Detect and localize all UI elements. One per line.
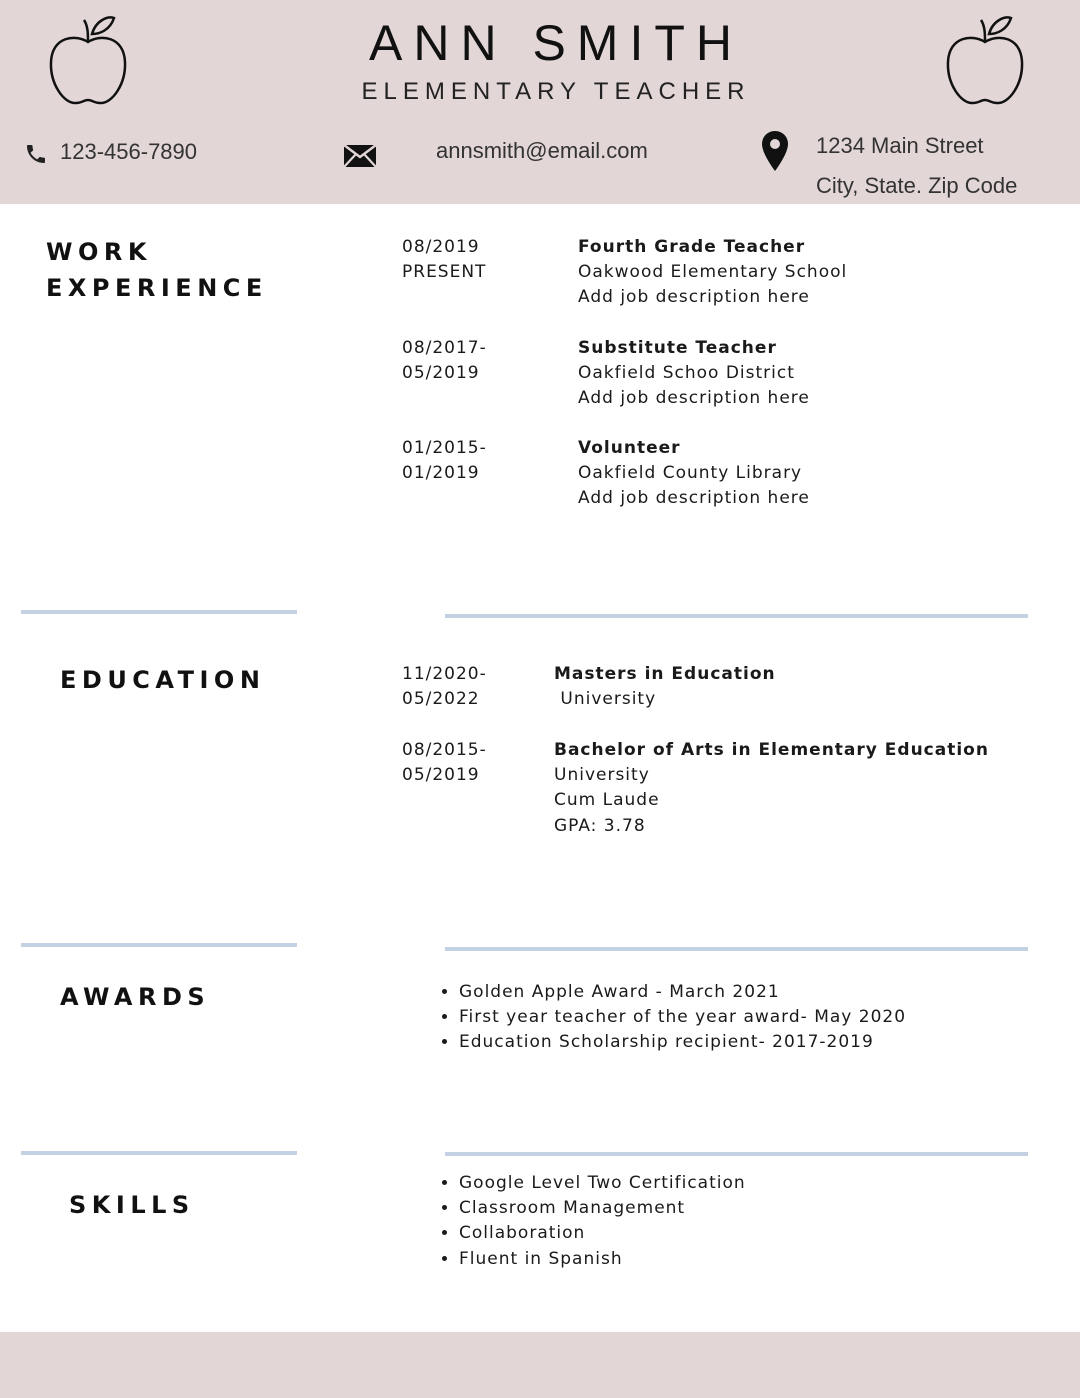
heading-line: WORK: [46, 238, 152, 266]
location-pin-icon: [761, 130, 789, 172]
list-item: • Google Level Two Certification: [459, 1171, 746, 1196]
footer-band: [0, 1332, 1080, 1398]
date-start: 08/2015-: [402, 740, 487, 760]
work-experience-heading: [46, 234, 268, 306]
section-divider: [21, 610, 297, 614]
job-role: Substitute Teacher: [578, 338, 777, 358]
skills-heading: SKILLS: [69, 1191, 195, 1219]
list-item: • First year teacher of the year award- May 2020: [459, 1005, 906, 1030]
address-line-1: 1234 Main Street: [816, 133, 984, 158]
date-start: 08/2017-: [402, 338, 487, 358]
date-start: 01/2015-: [402, 438, 487, 458]
list-item: • Education Scholarship recipient- 2017-2019: [459, 1030, 906, 1055]
job-dates: [402, 436, 487, 486]
heading-line: EXPERIENCE: [46, 274, 268, 302]
school: University: [554, 689, 657, 710]
gpa: GPA: 3.78: [554, 815, 646, 836]
list-item: • Fluent in Spanish: [459, 1247, 746, 1272]
education-entry: [554, 738, 989, 839]
honor: Cum Laude: [554, 790, 660, 811]
list-item: • Classroom Management: [459, 1196, 746, 1221]
education-heading: EDUCATION: [60, 666, 266, 694]
job-organization: Oakwood Elementary School: [578, 262, 848, 283]
section-divider: [445, 947, 1028, 951]
job-title: ELEMENTARY TEACHER: [361, 78, 751, 105]
date-end: 05/2019: [402, 765, 480, 786]
date-end: 05/2022: [402, 689, 480, 710]
list-item: • Collaboration: [459, 1221, 746, 1246]
education-dates: [402, 662, 487, 712]
job-description: Add job description here: [578, 287, 810, 308]
skills-list: [439, 1171, 746, 1272]
degree: Masters in Education: [554, 664, 776, 684]
list-item: • Golden Apple Award - March 2021: [459, 980, 906, 1005]
school: University: [554, 765, 650, 786]
job-entry: [578, 436, 810, 512]
education-entry: [554, 662, 776, 712]
date-end: PRESENT: [402, 262, 487, 283]
date-end: 01/2019: [402, 463, 480, 484]
person-name: ANN SMITH: [369, 15, 743, 71]
job-dates: [402, 336, 487, 386]
date-start: 08/2019: [402, 237, 480, 257]
education-dates: [402, 738, 487, 788]
phone-number: 123-456-7890: [60, 139, 198, 164]
awards-heading: AWARDS: [60, 983, 211, 1011]
job-organization: Oakfield County Library: [578, 463, 803, 484]
section-divider: [445, 1152, 1028, 1156]
degree: Bachelor of Arts in Elementary Education: [554, 740, 989, 760]
job-entry: [578, 235, 847, 311]
job-role: Fourth Grade Teacher: [578, 237, 806, 257]
section-divider: [445, 614, 1028, 618]
section-divider: [21, 1151, 297, 1155]
date-start: 11/2020-: [402, 664, 487, 684]
job-organization: Oakfield Schoo District: [578, 363, 795, 384]
email-address: annsmith@email.com: [436, 138, 648, 163]
date-end: 05/2019: [402, 363, 480, 384]
awards-list: [439, 980, 906, 1056]
phone-icon: [24, 142, 48, 166]
job-dates: [402, 235, 486, 285]
envelope-icon: [343, 144, 377, 168]
job-description: Add job description here: [578, 388, 810, 409]
address-line-2: City, State. Zip Code: [816, 173, 1018, 198]
job-role: Volunteer: [578, 438, 681, 458]
job-description: Add job description here: [578, 488, 810, 509]
section-divider: [21, 943, 297, 947]
job-entry: [578, 336, 810, 412]
